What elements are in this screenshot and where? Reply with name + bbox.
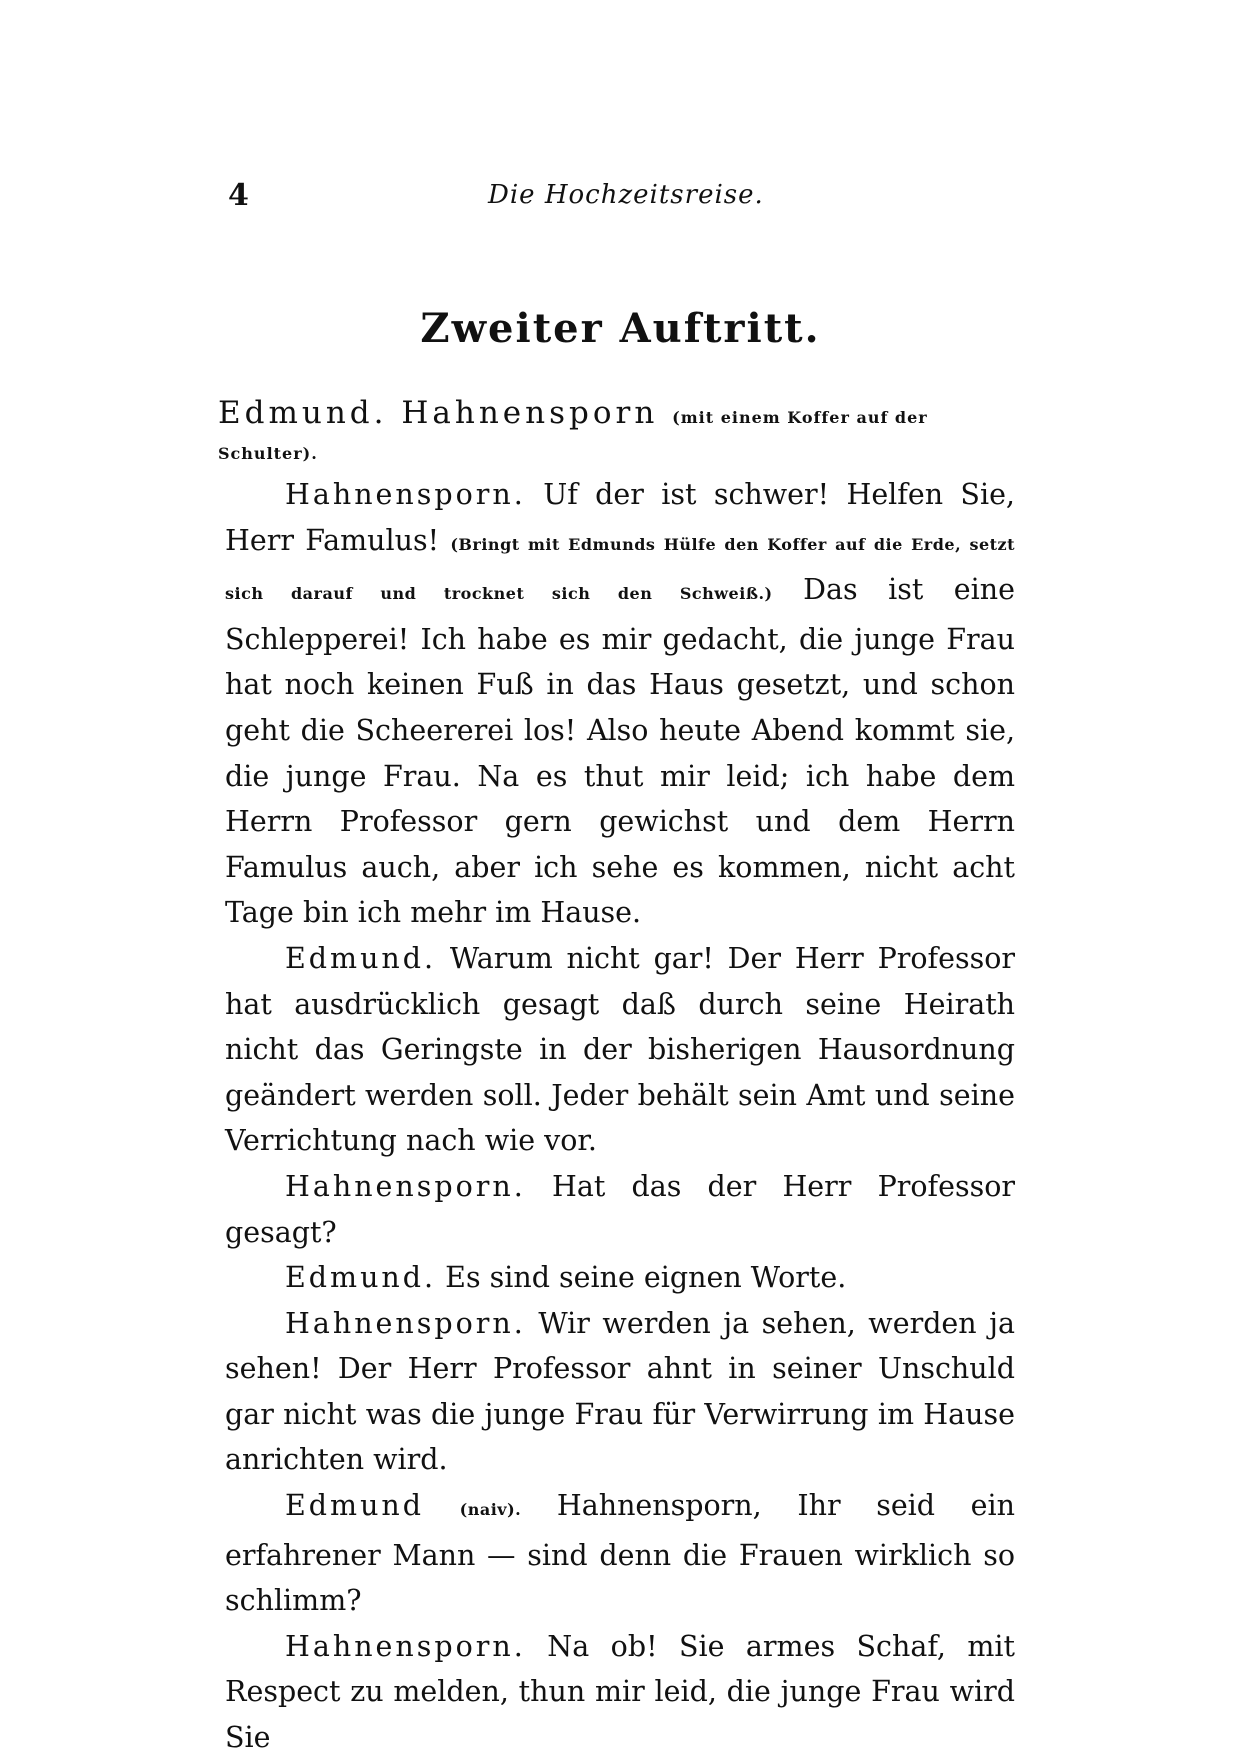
speech-text: Es sind seine eignen Worte. [445,1261,847,1295]
cast-stage-direction: (mit einem Koffer auf der Schulter). [218,408,928,463]
speaker-name: Hahnensporn. [285,478,526,511]
speech-paragraph [225,936,1015,1164]
speech-text: Uf der ist schwer! Helfen Sie, Herr Famulus! [225,478,1015,557]
running-title: Die Hochzeitsreise. [488,180,764,210]
speech-text: Warum nicht gar! Der Herr Professor hat ausdrücklich gesagt daß durch seine Heirath nicht das Geringste in der bisherigen Hausordnung geändert werden soll. Jeder behält sein Amt und seine Verrichtung nach wie vor. [225,941,1016,1158]
dialogue-text [225,472,1015,1761]
cast-names: Edmund. Hahnensporn [218,395,659,431]
speaker-name: Hahnensporn. [285,1629,526,1663]
speaker-name: Edmund. [285,1261,437,1295]
speech-text: Hahnensporn, Ihr seid ein erfahrener Mann — sind denn die Frauen wirklich so schlimm? [225,1489,1015,1618]
speech-paragraph [225,1164,1015,1255]
stage-direction: (naiv). [459,1500,522,1520]
speech-paragraph [225,472,1015,936]
speech-text: Hat das der Herr Professor gesagt? [225,1169,1015,1249]
speech-paragraph [225,1624,1015,1761]
scene-title: Zweiter Auftritt. [420,305,821,352]
speaker-name: Hahnensporn. [285,1306,526,1340]
speech-paragraph [225,1301,1015,1483]
speech-text: Das ist eine Schlepperei! Ich habe es mir gedacht, die junge Frau hat noch keinen Fuß in das Haus gesetzt, und schon geht die Scheererei los! Also heute Abend kommt sie, die junge Frau. Na es thut mir leid; ich habe dem Herrn Professor gern gewichst und dem Herrn Famulus auch, aber ich sehe es kommen, nicht acht Tage bin ich mehr im Hause. [225,573,1016,930]
speech-paragraph [225,1255,1015,1301]
speaker-name: Hahnensporn. [285,1169,526,1203]
speech-text: Na ob! Sie armes Schaf, mit Respect zu melden, thun mir leid, die junge Frau wird Sie [225,1629,1015,1755]
speaker-name: Edmund. [285,941,437,975]
speech-paragraph [225,1483,1015,1624]
stage-direction: (Bringt mit Edmunds Hülfe den Koffer auf die Erde, setzt sich darauf und trocknet sich den Schweiß.) [225,534,1015,604]
page-number: 4 [228,178,249,213]
cast-line [218,395,1018,467]
speaker-name: Edmund [285,1489,425,1523]
speech-text: Wir werden ja sehen, werden ja sehen! Der Herr Professor ahnt in seiner Unschuld gar nicht was die junge Frau für Verwirrung im Hause anrichten wird. [225,1306,1016,1477]
running-head [228,178,1028,218]
